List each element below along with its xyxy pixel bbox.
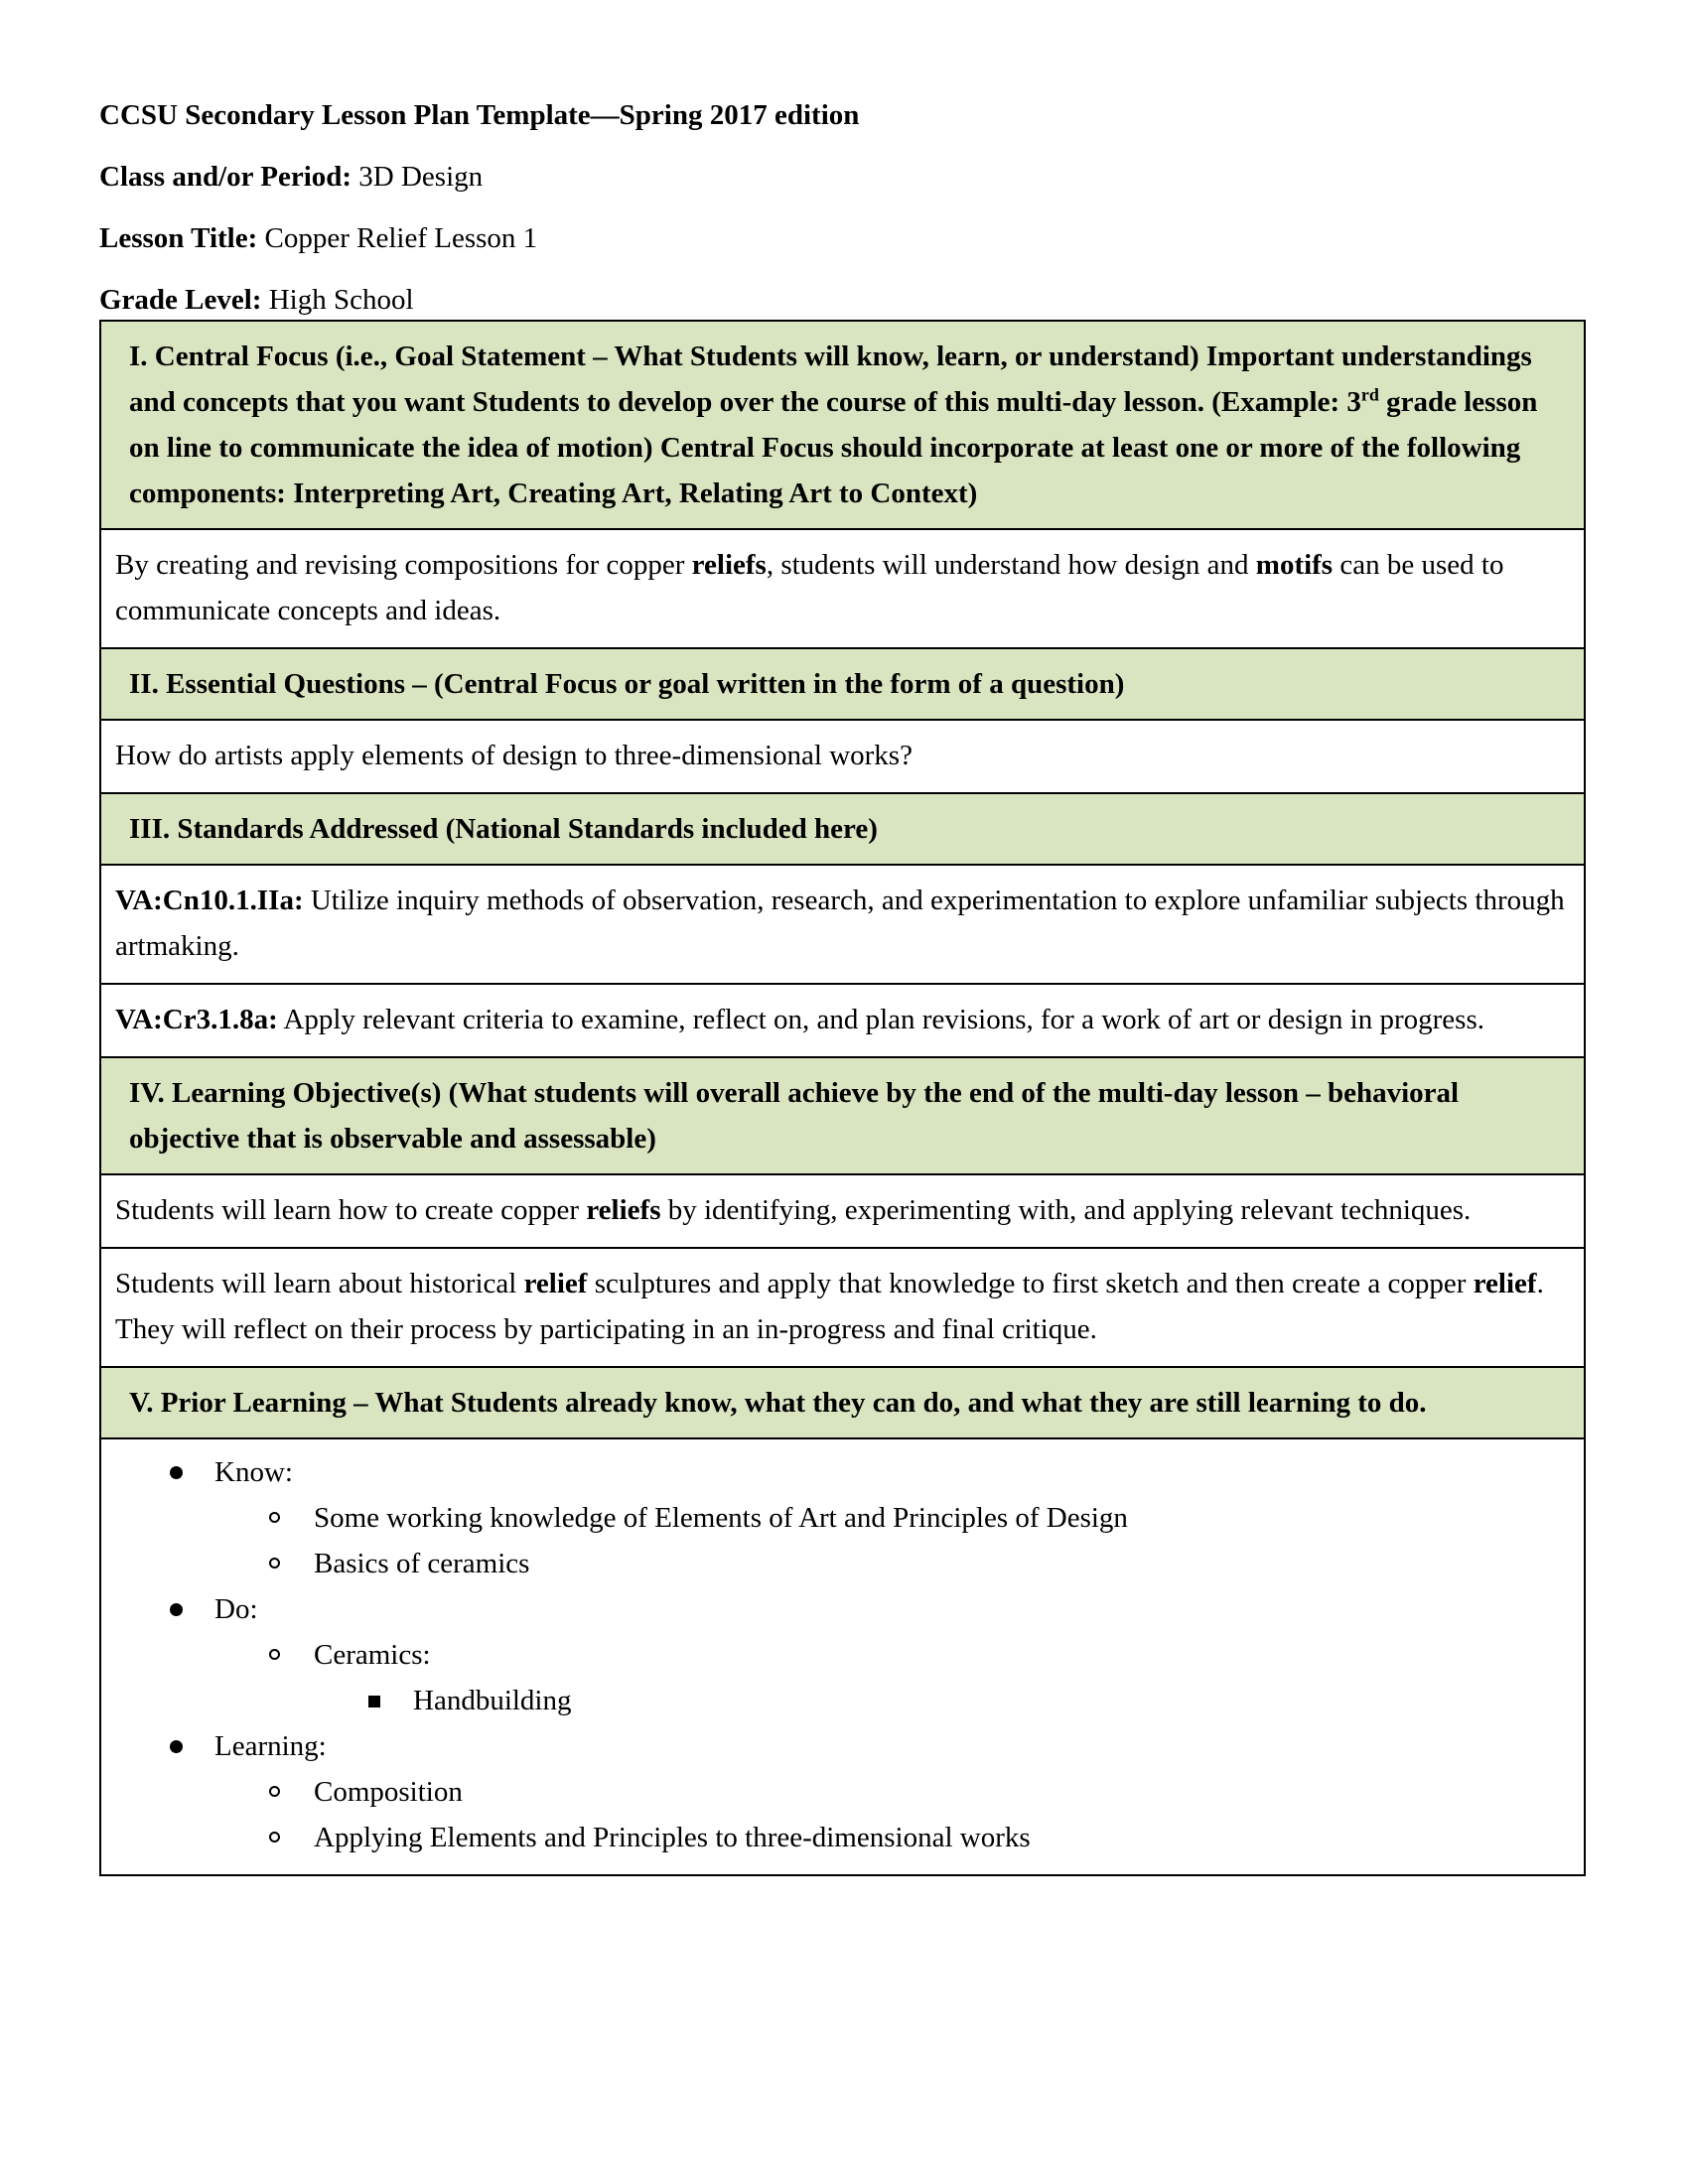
lesson-plan-page [99, 95, 1585, 1876]
prior-learning-list [100, 1438, 1585, 1875]
lesson-title-value: Copper Relief Lesson 1 [264, 222, 538, 254]
standards-heading: III. Standards Addressed (National Standards included here) [100, 793, 1585, 865]
bullet-circle-icon [269, 1832, 280, 1843]
essential-questions-heading: II. Essential Questions – (Central Focus or goal written in the form of a question) [100, 648, 1585, 720]
document-title: CCSU Secondary Lesson Plan Template—Spring 2017 edition [99, 99, 860, 131]
bullet-square-icon [368, 1696, 380, 1707]
standard-1: VA:Cn10.1.IIa: Utilize inquiry methods of observation, research, and experimentation to explore unfamiliar subjects through artmaking. [100, 865, 1585, 984]
standard-2-code: VA:Cr3.1.8a: [115, 1004, 278, 1035]
bullet-disc-icon [170, 1466, 183, 1479]
grade-level-value: High School [268, 284, 414, 316]
list-item: Know: [115, 1449, 1568, 1495]
list-item: Do: [115, 1586, 1568, 1632]
lesson-plan-table [99, 320, 1586, 1876]
list-item: Applying Elements and Principles to three-dimensional works [115, 1815, 1568, 1860]
prior-learning-heading: V. Prior Learning – What Students already know, what they can do, and what they are still learning to do. [100, 1367, 1585, 1438]
objective-2: Students will learn about historical relief sculptures and apply that knowledge to first sketch and then create a copper relief. They will reflect on their process by participating in an in-progress and final critique. [100, 1248, 1585, 1367]
bullet-circle-icon [269, 1786, 280, 1797]
standard-2: VA:Cr3.1.8a: Apply relevant criteria to examine, reflect on, and plan revisions, for a work of art or design in progress. [100, 984, 1585, 1057]
list-item: Basics of ceramics [115, 1541, 1568, 1586]
objectives-heading: IV. Learning Objective(s) (What students will overall achieve by the end of the multi-day lesson – behavioral objective that is observable and assessable) [100, 1057, 1585, 1174]
bullet-circle-icon [269, 1558, 280, 1569]
central-focus-heading: I. Central Focus (i.e., Goal Statement – What Students will know, learn, or understand) Important understandings and concepts that you want Students to develop over the course of this multi-day lesson. (Example: 3rd grade lesson on line to communicate the idea of motion) Central Focus should incorporate at least one or more of the following components: Interpreting Art, Creating Art, Relating Art to Context) [100, 321, 1585, 529]
bullet-disc-icon [170, 1740, 183, 1753]
class-period-label: Class and/or Period: [99, 161, 352, 193]
list-item: Handbuilding [115, 1678, 1568, 1723]
lesson-title-line [99, 218, 1585, 258]
bullet-circle-icon [269, 1512, 280, 1523]
standard-1-code: VA:Cn10.1.IIa: [115, 885, 304, 916]
class-period-value: 3D Design [358, 161, 484, 193]
class-period-line [99, 157, 1585, 197]
essential-questions-text: How do artists apply elements of design to three-dimensional works? [100, 720, 1585, 793]
list-item: Some working knowledge of Elements of Art and Principles of Design [115, 1495, 1568, 1541]
objective-1: Students will learn how to create copper reliefs by identifying, experimenting with, and applying relevant techniques. [100, 1174, 1585, 1248]
central-focus-text: By creating and revising compositions for copper reliefs, students will understand how design and motifs can be used to communicate concepts and ideas. [100, 529, 1585, 648]
bullet-disc-icon [170, 1603, 183, 1616]
list-item: Learning: [115, 1723, 1568, 1769]
lesson-title-label: Lesson Title: [99, 222, 258, 254]
list-item: Composition [115, 1769, 1568, 1815]
list-item: Ceramics: [115, 1632, 1568, 1678]
grade-level-label: Grade Level: [99, 284, 262, 316]
grade-level-line [99, 280, 1585, 320]
bullet-circle-icon [269, 1649, 280, 1660]
